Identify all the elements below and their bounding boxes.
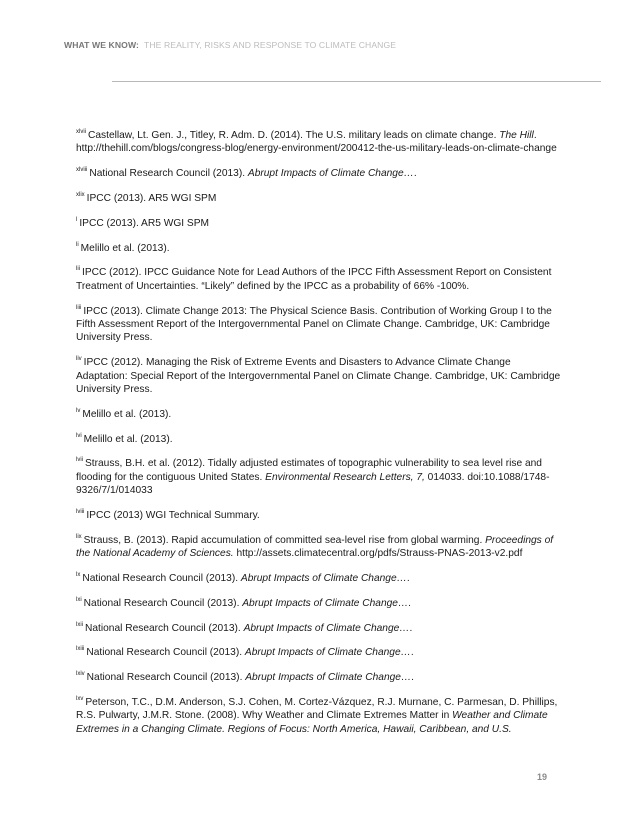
footnote-marker: lix [76,533,82,540]
footnote-tail: http://assets.climatecentral.org/pdfs/Strauss-PNAS-2013-v2.pdf [233,548,523,560]
footnote-51 [76,242,562,255]
footnote-50 [76,217,562,230]
footnote-marker: lxiv [76,671,85,678]
footnote-tail: . http://thehill.com/blogs/congress-blog/energy-environment/200412-the-us-military-leads-on-climate-change [76,130,557,155]
footnote-text: National Research Council (2013). [82,573,241,585]
footnote-tail: . [408,597,411,609]
footnote-65 [76,696,562,736]
footnote-italic: Abrupt Impacts of Climate Change… [245,672,412,684]
footnote-marker: lxii [76,621,83,628]
running-header [64,40,396,50]
footnote-text: National Research Council (2013). [86,672,246,684]
footnote-text: Melillo et al. (2013). [80,242,170,254]
footnote-55 [76,408,562,421]
footnote-text: IPCC (2013). AR5 WGI SPM [79,217,209,229]
footnote-text: Peterson, T.C., D.M. Anderson, S.J. Cohen, M. Cortez-Vázquez, R.J. Murnane, C. Parmesan, D. Phillips, R.S. Pulwarty, J.M.R. Stone. (2008). Why Weather and Climate Extremes Matter in [76,697,558,722]
footnote-47 [76,129,562,156]
footnote-italic: Abrupt Impacts of Climate Change… [243,622,410,634]
footnote-56 [76,433,562,446]
footnote-48 [76,167,562,180]
footnote-text: IPCC (2012). IPCC Guidance Note for Lead Authors of the IPCC Fifth Assessment Report on Consistent Treatment of Uncertainties. “Likely” defined by the IPCC as a probability of 66% -100%. [76,267,552,292]
footnote-text: IPCC (2013). Climate Change 2013: The Physical Science Basis. Contribution of Working Group I to the Fifth Assessment Report of the Intergovernmental Panel on Climate Change. Cambridge, UK: Cambridge University Press. [76,305,552,344]
footnote-62 [76,622,562,635]
footnote-64 [76,671,562,684]
footnote-marker: li [76,241,79,248]
footnote-text: Castellaw, Lt. Gen. J., Titley, R. Adm. D. (2014). The U.S. military leads on climate change. [88,130,500,141]
footnote-marker: lv [76,407,81,414]
footnote-text: National Research Council (2013). [86,647,245,659]
footnote-54 [76,356,562,396]
footnote-61 [76,597,562,610]
footnote-italic: Abrupt Impacts of Climate Change… [247,168,414,180]
footnote-text: IPCC (2012). Managing the Risk of Extreme Events and Disasters to Advance Climate Change Adaptation: Special Report of the Intergovernmental Panel on Climate Change. Cambridge, UK: Cambridge University Press. [76,357,561,396]
footnote-italic: Abrupt Impacts of Climate Change… [244,647,411,659]
footnote-italic: Weather and Climate Extremes in a Changing Climate. Regions of Focus: North America, Hawaii, Caribbean, and U.S. [76,710,548,735]
footnote-marker: xlix [76,192,85,198]
footnote-italic: Environmental Research Letters, 7, [265,471,425,483]
footnote-63 [76,646,562,659]
footnote-italic: Proceedings of the National Academy of Sciences. [76,534,554,560]
footnote-italic: Abrupt Impacts of Climate Change… [240,573,407,585]
footnote-marker: xlvii [76,129,86,135]
footnote-text: IPCC (2013) WGI Technical Summary. [86,510,260,522]
footnote-marker: liv [76,356,82,363]
footnote-text: Melillo et al. (2013). [82,408,172,420]
footnote-tail: . [411,672,414,684]
footnote-marker: lx [76,572,81,579]
footnote-list [76,129,562,748]
footnote-57 [76,457,562,497]
footnote-marker: l [76,216,78,223]
footnote-marker: lvi [76,432,82,439]
footnote-tail: 014033. doi:10.1088/1748-9326/7/1/014033 [76,471,550,497]
footnote-tail: . [409,622,413,634]
footnote-58 [76,509,562,522]
footnote-marker: xlviii [76,167,88,174]
header-title: WHAT WE KNOW: [64,40,139,50]
header-subtitle: THE REALITY, RISKS AND RESPONSE TO CLIMATE CHANGE [143,40,397,50]
page-number: 19 [537,772,548,782]
footnote-italic: The Hill [499,130,534,141]
footnote-52 [76,266,562,293]
header-rule [112,81,601,82]
footnote-tail: . [410,647,414,659]
footnote-marker: liii [76,304,82,311]
footnote-text: National Research Council (2013). [85,622,244,634]
footnote-text: IPCC (2013). AR5 WGI SPM [86,193,217,204]
footnote-tail: . [413,168,417,180]
footnote-text: National Research Council (2013). [83,597,243,609]
footnote-59 [76,534,562,561]
footnote-marker: lxiii [76,646,85,653]
footnote-marker: lvii [76,457,83,464]
footnote-text: National Research Council (2013). [89,168,248,180]
footnote-tail: . [406,573,410,585]
footnote-text: Strauss, B. (2013). Rapid accumulation of committed sea-level rise from global warming. [83,534,486,546]
footnote-italic: Abrupt Impacts of Climate Change… [242,597,409,609]
footnote-53 [76,305,562,345]
footnote-marker: lxv [76,696,84,702]
footnote-text: Melillo et al. (2013). [83,433,173,445]
footnote-marker: lviii [76,509,85,516]
footnote-marker: lxi [76,596,82,603]
footnote-text: Strauss, B.H. et al. (2012). Tidally adjusted estimates of topographic vulnerability to sea level rise and flooding for the contiguous United States. [76,458,542,483]
footnote-60 [76,572,562,585]
footnote-49 [76,192,562,205]
footnote-marker: lii [76,266,80,273]
